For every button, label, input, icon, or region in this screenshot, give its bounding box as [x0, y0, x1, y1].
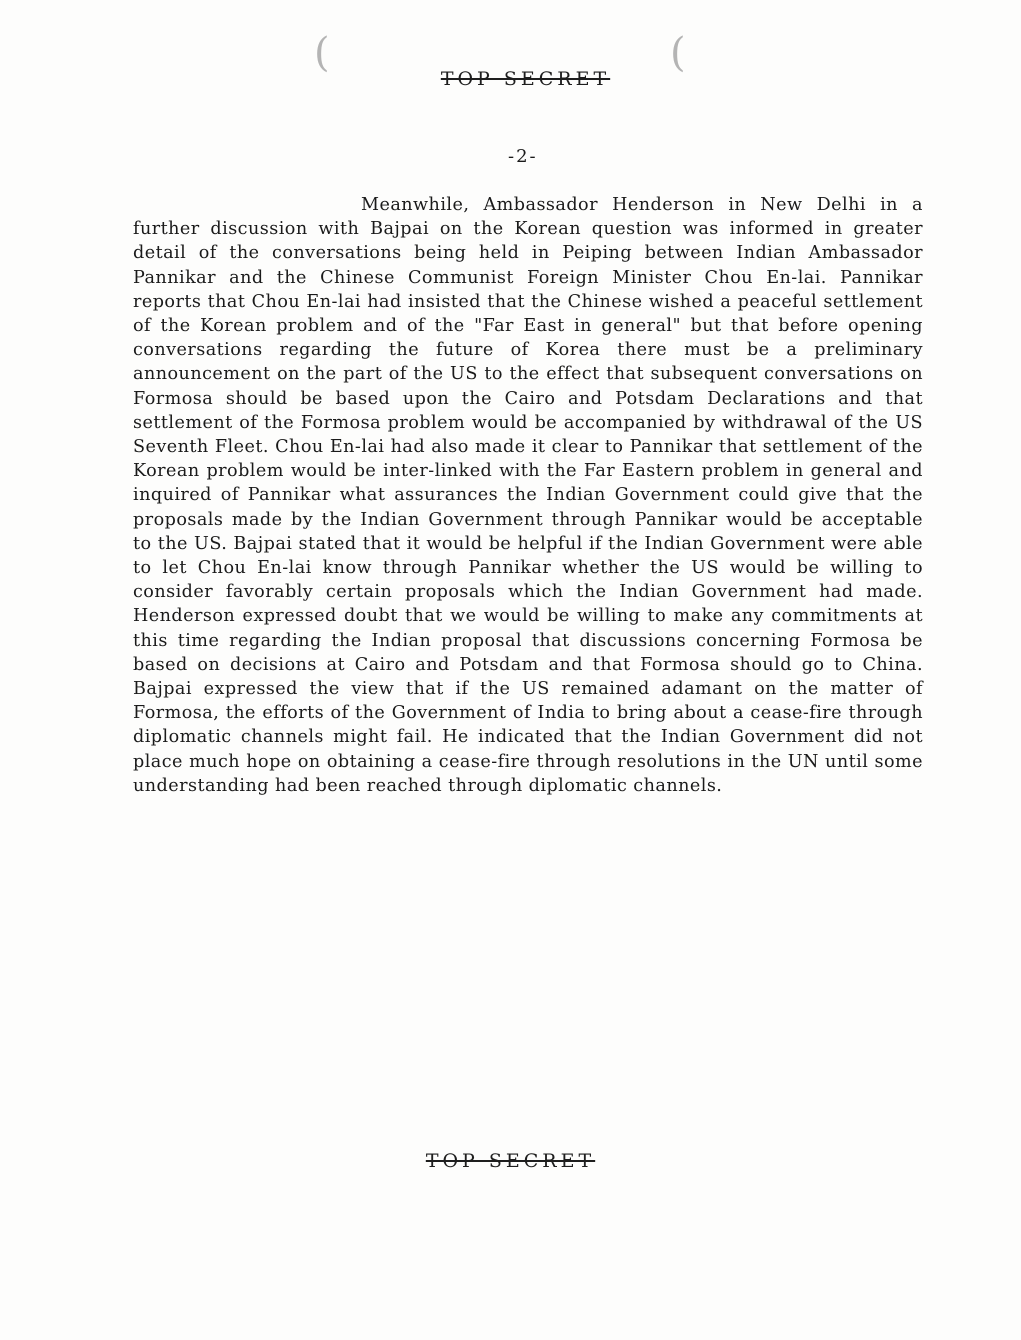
- footer-classification: [0, 1150, 1021, 1172]
- header-classification: [0, 68, 1021, 90]
- punch-mark-right: (: [670, 30, 686, 76]
- header-classification-text: TOP SECRET: [440, 68, 611, 90]
- body-paragraph: Meanwhile, Ambassador Henderson in New Delhi in a further discussion with Bajpai on the Korean question was informed in greater detail of the conversations being held in Peiping between Indian Ambassador Pannikar and the Chinese Communist Foreign Minister Chou En-lai. Pannikar reports that Chou En-lai had insisted that the Chinese wished a peaceful settlement of the Korean problem and of the "Far East in general" but that before opening conversations regarding the future of Korea there must be a preliminary announcement on the part of the US to the effect that subsequent conversations on Formosa should be based upon the Cairo and Potsdam Declarations and that settlement of the Formosa problem would be accompanied by withdrawal of the US Seventh Fleet. Chou En-lai had also made it clear to Pannikar that settlement of the Korean problem would be inter-linked with the Far Eastern problem in general and inquired of Pannikar what assurances the Indian Government could give that the proposals made by the Indian Government through Pannikar would be acceptable to the US. Bajpai stated that it would be helpful if the Indian Government were able to let Chou En-lai know through Pannikar whether the US would be willing to consider favorably certain proposals which the Indian Government had made. Henderson expressed doubt that we would be willing to make any commitments at this time regarding the Indian proposal that discussions concerning Formosa be based on decisions at Cairo and Potsdam and that Formosa should go to China. Bajpai expressed the view that if the US remained adamant on the matter of Formosa, the efforts of the Government of India to bring about a cease-fire through diplomatic channels might fail. He indicated that the Indian Government did not place much hope on obtaining a cease-fire through resolutions in the UN until some understanding had been reached through diplomatic channels.: [133, 195, 923, 796]
- page-number: -2-: [508, 146, 538, 167]
- punch-mark-left: (: [314, 30, 330, 76]
- footer-classification-text: TOP SECRET: [425, 1150, 596, 1172]
